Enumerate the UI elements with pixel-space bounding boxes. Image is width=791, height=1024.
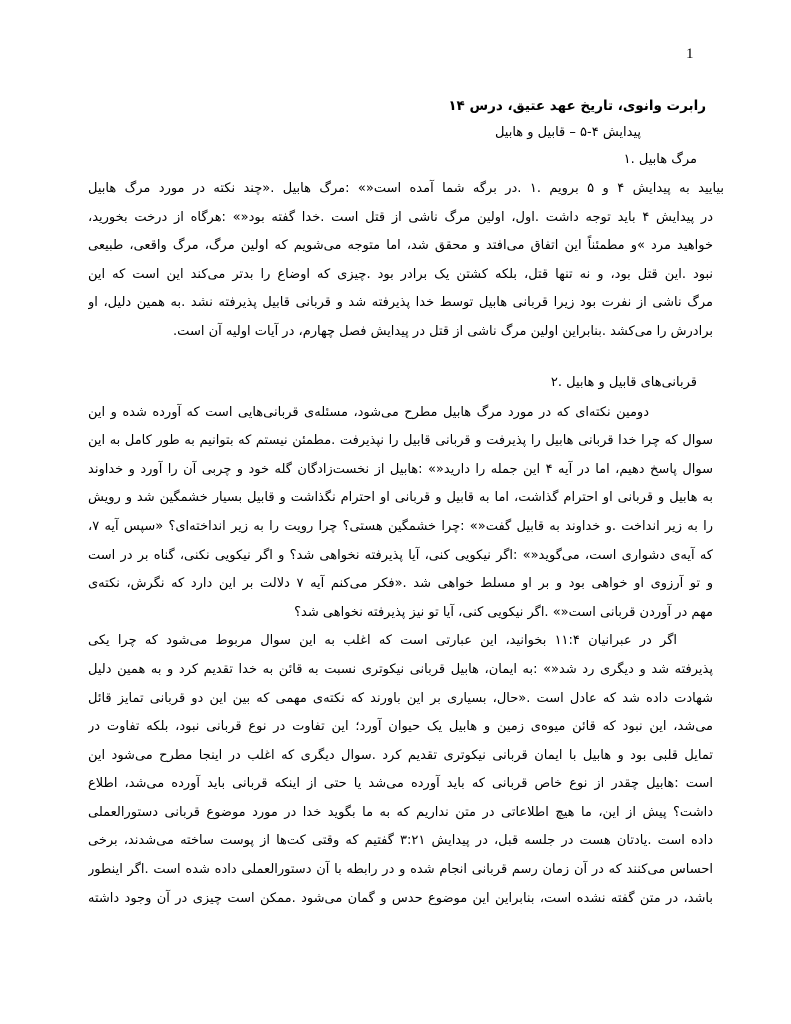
text-line: پذیرفته شد و دیگری رد شد«» :به ایمان، هابیل قربانی نیکوتری نسبت به قائن به خدا تقدیم کرد و به همین دلیل: [88, 661, 713, 677]
text-line: تمایل قلبی بود و هابیل با ایمان قربانی نیکوتری تقدیم کرد .سوال دیگری که اغلب در اینجا مطرح می‌شود این: [88, 747, 713, 763]
section-heading-death-of-abel: مرگ هابیل .۱: [623, 152, 697, 167]
text-line: خواهید مرد »و مطمئناً این اتفاق می‌افتد و محقق شد، اما متوجه می‌شویم که اولین مرگ، مرگ واقعی، طبیعی: [88, 238, 713, 254]
paragraph-death-of-abel: [88, 175, 724, 347]
text-line: نبود .این قتل بود، و نه تنها قتل، بلکه کشتن یک برادر بود .چیزی که اوضاع را بدتر می‌کند این است که این: [88, 266, 713, 282]
text-line: را به زیر انداخت .و خداوند به قابیل گفت«» :چرا خشمگین هستی؟ چرا رویت را به زیر انداخته‌ای؟ «سپس آیه ۷،: [88, 518, 713, 534]
text-line: دومین نکته‌ای که در مورد مرگ هابیل مطرح می‌شود، مسئله‌ی قربانی‌هایی است که آورده شده و این: [88, 404, 649, 420]
text-line: احساس می‌کنند که در آن زمان رسم قربانی انجام شده و در رابطه با آن دستورالعملی داده شده است .اگر اینطور: [88, 862, 713, 878]
text-line: بیایید به پیدایش ۴ و ۵ برویم .۱ .در برگه شما آمده است«» :مرگ هابیل .«چند نکته در مورد مرگ هابیل: [88, 181, 724, 196]
text-line: می‌شد، این نبود که قائن میوه‌ی زمین و هابیل یک حیوان آورد؛ این تفاوت در نوع قربانی نبود، بلکه تفاوت در: [88, 719, 713, 735]
section-heading-offerings: قربانی‌های قابیل و هابیل .۲: [550, 374, 697, 390]
text-line: در پیدایش ۴ باید توجه داشت .اول، اولین مرگ ناشی از قتل است .خدا گفته بود«» :هرگاه از درخت بخورید،: [88, 209, 713, 225]
page-number: 1: [686, 46, 694, 62]
text-line: اگر در عبرانیان ۱۱:۴ بخوانید، این عبارتی است که اغلب به این سوال مربوط می‌شود که چرا یکی: [88, 633, 677, 649]
text-line: مهم در آوردن قربانی است«» .اگر نیکویی کنی، آیا تو نیز پذیرفته نخواهی شد؟: [294, 604, 713, 620]
text-line: داده است .یادتان هست در جلسه قبل، در پیدایش ۳:۲۱ گفتیم که وقتی کت‌ها از پوست ساخته می‌شدند، برخی: [88, 833, 713, 849]
paragraph-offerings: [88, 399, 713, 628]
text-line: داشت؟ پیش از این، ما هیچ اطلاعاتی در متن نداریم که به ما بگوید خدا در مورد موضوع قربانی دستورالعملی: [88, 804, 713, 820]
document-body: [88, 92, 724, 913]
text-line: سوال پاسخ دهیم، اما در آیه ۴ این جمله را دارید«» :هابیل از نخست‌زادگان گله خود و چربی آن را آورد و خداوند: [88, 461, 713, 477]
text-line: باشد، در متن گفته نشده است، بنابراین این موضوع حدس و گمان می‌شود .ممکن است چیزی در آن وجود داشته: [88, 890, 713, 906]
text-line: سوال که چرا خدا قربانی هابیل را پذیرفت و قربانی قابیل را نپذیرفت .مطمئن نیستم که بتوانیم به طور کامل به این: [88, 433, 713, 449]
section-spacer: [88, 347, 713, 369]
text-line: است :هابیل چقدر از نوع خاص قربانی که باید آورده می‌شد یا حتی از اینکه قربانی باید آورده می‌شد، اطلاع: [88, 776, 713, 792]
text-line: به هابیل و قربانی او احترام گذاشت، اما به قابیل و قربانی او احترام نگذاشت و قابیل بسیار خشمگین شد و رویش: [88, 490, 713, 506]
text-line: برادرش را می‌کشد .بنابراین اولین مرگ ناشی از قتل در پیدایش فصل چهارم، در آیات اولیه آن است.: [173, 323, 713, 339]
text-line: شهادت داده شد که عادل است .«حال، بسیاری بر این باورند که نکته‌ی مهمی که بین این دو قربانی تمایز قائل: [88, 690, 713, 706]
paragraph-hebrews: [88, 627, 713, 913]
lesson-subtitle: پیدایش ۴-۵ – قابیل و هابیل: [494, 125, 641, 140]
text-line: مرگ ناشی از نفرت بود زیرا قربانی هابیل توسط خدا پذیرفته شد و قربانی قابیل پذیرفته نشد .به همین دلیل، او: [88, 295, 713, 311]
lesson-title: رابرت وانوی، تاریخ عهد عتیق، درس ۱۴: [448, 98, 706, 114]
text-line: که آیه‌ی دشواری است، می‌گوید«» :اگر نیکویی کنی، آیا پذیرفته نخواهی شد؟ و اگر نیکویی نکنی، گناه بر در است: [88, 547, 713, 563]
text-line: و تو آرزوی او خواهی بود و بر او مسلط خواهی شد .«فکر می‌کنم آیه ۷ دلالت بر این دارد که نگرش، نکته‌ی: [88, 576, 713, 592]
